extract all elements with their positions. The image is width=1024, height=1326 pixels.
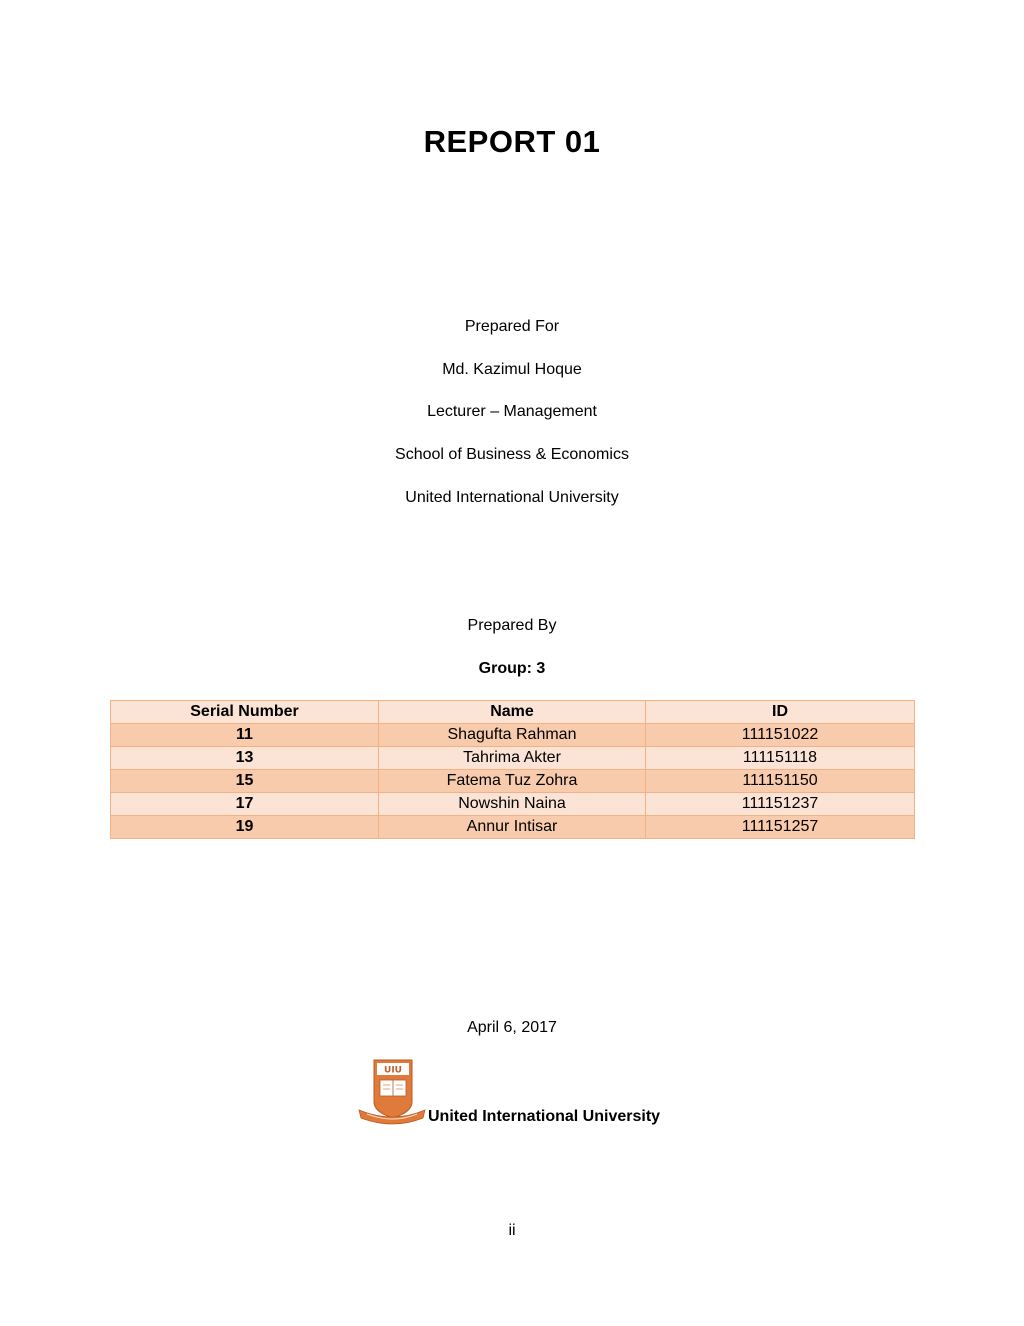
header-id: ID xyxy=(646,701,915,724)
recipient-position: Lecturer – Management xyxy=(427,403,597,420)
cell-name: Fatema Tuz Zohra xyxy=(379,770,646,793)
cell-name: Shagufta Rahman xyxy=(379,724,646,747)
cell-name: Annur Intisar xyxy=(379,816,646,839)
cell-serial: 19 xyxy=(111,816,379,839)
cell-id: 111151118 xyxy=(646,747,915,770)
prepared-for-heading: Prepared For xyxy=(464,318,560,335)
cell-name: Nowshin Naina xyxy=(379,793,646,816)
group-label: Group: 3 xyxy=(478,660,546,677)
footer-university-name: United International University xyxy=(428,1108,661,1125)
page-number: ii xyxy=(508,1222,516,1239)
cell-serial: 15 xyxy=(111,770,379,793)
recipient-university: United International University xyxy=(405,489,619,506)
cell-serial: 11 xyxy=(111,724,379,747)
table-row xyxy=(111,747,915,770)
table-row xyxy=(111,793,915,816)
table-row xyxy=(111,770,915,793)
cell-id: 111151150 xyxy=(646,770,915,793)
table-row xyxy=(111,816,915,839)
prepared-by-heading: Prepared By xyxy=(467,617,557,634)
university-crest-icon xyxy=(357,1058,427,1128)
table-header-row xyxy=(111,701,915,724)
cell-serial: 13 xyxy=(111,747,379,770)
header-name: Name xyxy=(379,701,646,724)
cell-name: Tahrima Akter xyxy=(379,747,646,770)
header-serial-number: Serial Number xyxy=(111,701,379,724)
recipient-name: Md. Kazimul Hoque xyxy=(442,361,582,378)
cell-serial: 17 xyxy=(111,793,379,816)
cell-id: 111151022 xyxy=(646,724,915,747)
table-row xyxy=(111,724,915,747)
svg-text:UIU: UIU xyxy=(384,1065,402,1076)
report-title: REPORT 01 xyxy=(423,124,601,159)
cell-id: 111151237 xyxy=(646,793,915,816)
members-table xyxy=(110,700,915,839)
cell-id: 111151257 xyxy=(646,816,915,839)
report-date: April 6, 2017 xyxy=(467,1019,557,1036)
recipient-school: School of Business & Economics xyxy=(395,446,629,463)
